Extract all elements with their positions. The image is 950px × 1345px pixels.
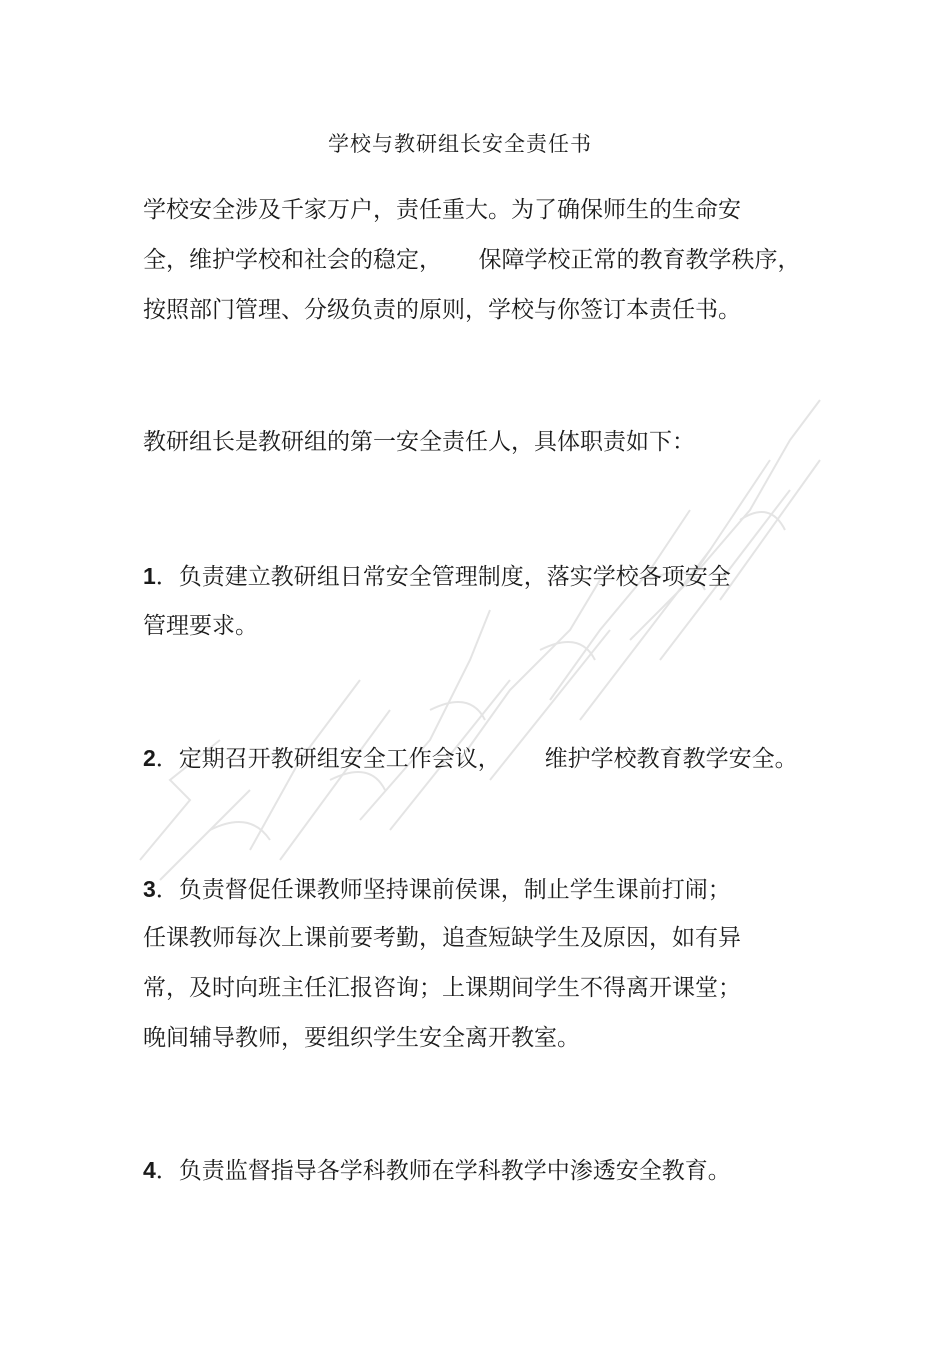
list-item-1	[143, 562, 731, 591]
item-text: ．定期召开教研组安全工作会议， 维护学校教育教学安全。	[155, 746, 798, 772]
duty-intro: 教研组长是教研组的第一安全责任人，具体职责如下：	[143, 429, 695, 455]
intro-line: 学校安全涉及千家万户，责任重大。为了确保师生的生命安	[143, 197, 741, 223]
intro-line: 按照部门管理、分级负责的原则，学校与你签订本责任书。	[143, 297, 741, 323]
list-item-3	[143, 875, 731, 904]
watermark-graphic	[130, 380, 830, 900]
item-text: ．负责督促任课教师坚持课前侯课，制止学生课前打闹；	[155, 877, 731, 903]
item-text: ．负责监督指导各学科教师在学科教学中渗透安全教育。	[155, 1158, 731, 1184]
item-number: 3	[143, 876, 156, 902]
item-text-continued: 任课教师每次上课前要考勤，追查短缺学生及原因，如有异	[143, 925, 741, 951]
item-text-continued: 管理要求。	[143, 613, 258, 639]
item-text: ．负责建立教研组日常安全管理制度，落实学校各项安全	[155, 564, 731, 590]
item-text-continued: 常，及时向班主任汇报咨询；上课期间学生不得离开课堂；	[143, 975, 741, 1001]
intro-line: 全，维护学校和社会的稳定， 保障学校正常的教育教学秩序，	[143, 247, 801, 273]
list-item-2	[143, 744, 798, 773]
list-item-4	[143, 1156, 731, 1185]
item-number: 2	[143, 745, 156, 771]
item-number: 1	[143, 563, 156, 589]
document-title: 学校与教研组长安全责任书	[328, 132, 592, 156]
item-number: 4	[143, 1157, 156, 1183]
item-text-continued: 晚间辅导教师，要组织学生安全离开教室。	[143, 1025, 580, 1051]
